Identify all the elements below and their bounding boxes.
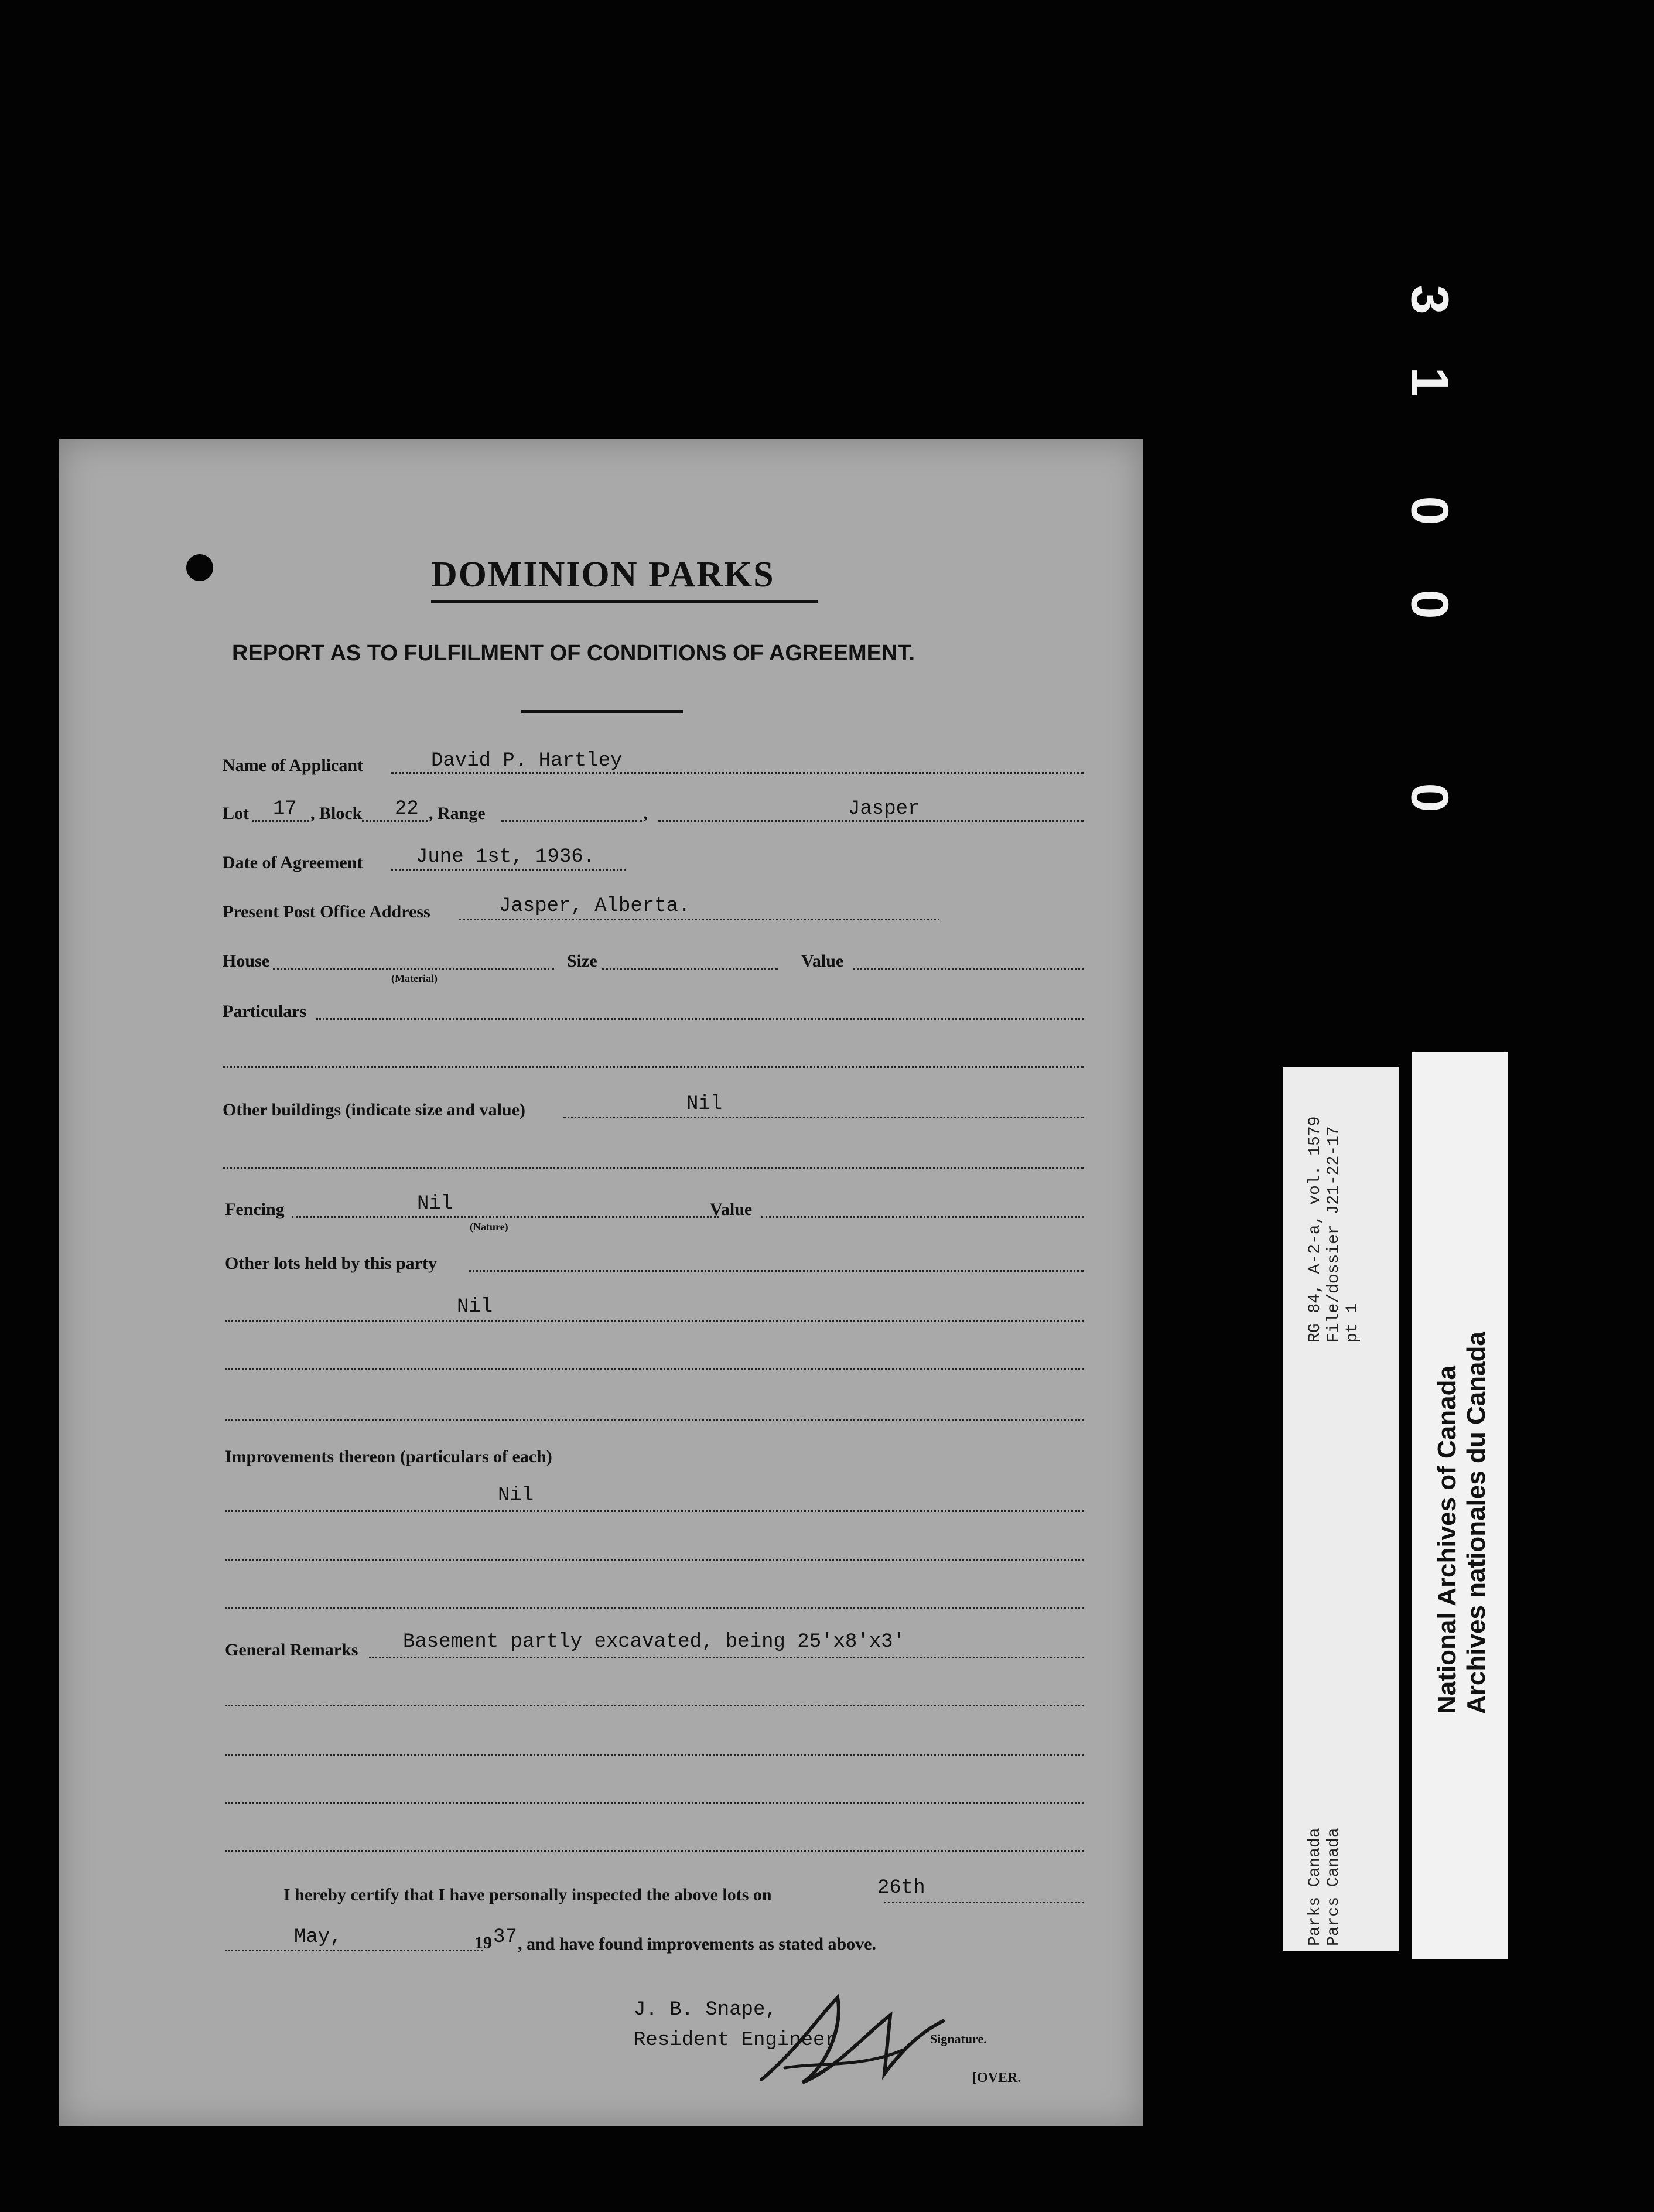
address-value: Jasper, Alberta. <box>499 895 691 917</box>
handwritten-signature <box>750 1980 949 2091</box>
signer-title: Resident Engineer <box>634 2029 837 2051</box>
reference-line: RG 84, A-2-a, vol. 1579 <box>1306 1116 1324 1343</box>
improvements-label: Improvements thereon (particulars of each) <box>225 1447 552 1466</box>
improvements-value: Nil <box>498 1484 534 1507</box>
other-lots-label: Other lots held by this party <box>225 1254 437 1273</box>
over-label: [OVER. <box>972 2070 1021 2085</box>
reference-line: pt 1 <box>1344 1303 1362 1343</box>
signer-name: J. B. Snape, <box>634 1999 777 2021</box>
archive-reference-label <box>1283 1067 1399 1951</box>
remarks-label: General Remarks <box>225 1640 358 1660</box>
block-label: , Block <box>310 804 363 823</box>
range-label: , Range <box>429 804 486 823</box>
certify-year-prefix: 19 <box>474 1933 492 1952</box>
remarks-value: Basement partly excavated, being 25'x8'x3' <box>403 1631 905 1653</box>
fencing-value-label: Value <box>710 1200 753 1219</box>
code-digit: 1 <box>1400 367 1459 397</box>
other-lots-value: Nil <box>457 1296 493 1318</box>
agreement-report-form <box>59 439 1143 2126</box>
agency-line: Parcs Canada <box>1325 1828 1343 1946</box>
fencing-value: Nil <box>417 1193 453 1215</box>
lot-value: 17 <box>273 798 297 820</box>
code-digit: 3 <box>1400 285 1459 315</box>
block-value: 22 <box>395 798 419 820</box>
certify-month: May, <box>294 1926 342 1948</box>
certify-tail: , and have found improvements as stated above. <box>518 1934 876 1954</box>
certify-year-suffix: 37 <box>493 1926 517 1948</box>
form-subtitle: REPORT AS TO FULFILMENT OF CONDITIONS OF AGREEMENT. <box>232 641 915 665</box>
form-title: DOMINION PARKS <box>431 555 775 595</box>
code-digit: 0 <box>1400 496 1459 525</box>
value-label: Value <box>801 951 844 971</box>
range-comma: , <box>643 804 648 823</box>
other-buildings-value: Nil <box>686 1093 723 1115</box>
park-value: Jasper <box>848 798 920 820</box>
name-label: Name of Applicant <box>223 756 363 775</box>
code-digit: 0 <box>1400 783 1459 813</box>
archives-canada-label <box>1412 1052 1508 1959</box>
code-digit: 0 <box>1400 589 1459 619</box>
divider <box>521 710 683 713</box>
particulars-label: Particulars <box>223 1002 307 1021</box>
certify-day: 26th <box>877 1877 925 1899</box>
certify-text: I hereby certify that I have personally inspected the above lots on <box>283 1885 772 1904</box>
material-label: (Material) <box>391 972 438 984</box>
house-label: House <box>223 951 270 971</box>
date-label: Date of Agreement <box>223 853 363 872</box>
title-underline <box>431 600 818 603</box>
reference-line: File/dossier J21-22-17 <box>1325 1126 1343 1343</box>
signature-label: Signature. <box>930 2032 987 2046</box>
archives-name-en: National Archives of Canada <box>1433 1366 1461 1714</box>
punch-hole <box>186 554 213 581</box>
size-label: Size <box>567 951 597 971</box>
other-buildings-label: Other buildings (indicate size and value) <box>223 1100 526 1119</box>
archives-name-fr: Archives nationales du Canada <box>1462 1332 1491 1714</box>
address-label: Present Post Office Address <box>223 902 430 921</box>
agency-line: Parks Canada <box>1306 1828 1324 1946</box>
fencing-label: Fencing <box>225 1200 285 1219</box>
name-value: David P. Hartley <box>431 750 623 772</box>
lot-label: Lot <box>223 804 249 823</box>
nature-label: (Nature) <box>470 1221 508 1233</box>
date-value: June 1st, 1936. <box>416 846 596 868</box>
